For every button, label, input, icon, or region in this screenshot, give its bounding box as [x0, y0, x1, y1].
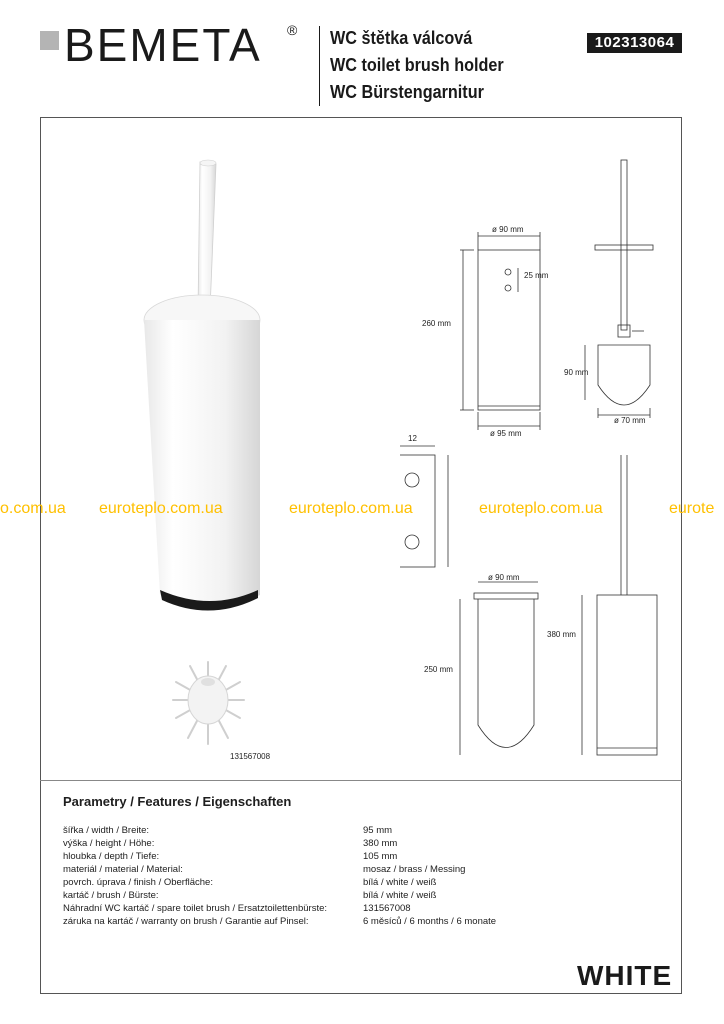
- dim-d90-top: ø 90 mm: [492, 225, 524, 234]
- title-en: WC toilet brush holder: [330, 55, 504, 75]
- dim-12: 12: [408, 434, 417, 443]
- dim-25: 25 mm: [524, 271, 549, 280]
- param-value: bílá / white / weiß: [363, 890, 437, 901]
- finish-label: WHITE: [577, 960, 673, 991]
- param-label: šířka / width / Breite:: [63, 825, 150, 836]
- param-value: 95 mm: [363, 825, 393, 836]
- param-value: 6 měsíců / 6 months / 6 monate: [363, 916, 497, 927]
- param-value: 131567008: [363, 903, 411, 914]
- param-label: výška / height / Höhe:: [63, 838, 155, 849]
- param-label: Náhradní WC kartáč / spare toilet brush / Ersatztoilettenbürste:: [63, 903, 328, 914]
- dim-90: 90 mm: [564, 368, 589, 377]
- param-value: mosaz / brass / Messing: [363, 864, 466, 875]
- spare-brush-image: [168, 660, 248, 750]
- watermark-text: o.com.ua: [0, 500, 66, 517]
- param-value: 380 mm: [363, 838, 398, 849]
- dim-d95: ø 95 mm: [490, 429, 522, 438]
- technical-drawing: [400, 150, 680, 770]
- section-divider: [40, 780, 682, 781]
- watermark-text: euroteplo.com.ua: [479, 500, 603, 517]
- brand-logo: BEMETA: [64, 19, 262, 71]
- registered-mark: ®: [287, 22, 298, 38]
- dim-260: 260 mm: [422, 319, 451, 328]
- spare-brush-code: 131567008: [230, 752, 271, 761]
- param-label: povrch. úprava / finish / Oberfläche:: [63, 877, 213, 888]
- dim-d70: ø 70 mm: [614, 416, 646, 425]
- params-title: Parametry / Features / Eigenschaften: [63, 794, 292, 809]
- logo-mark: [40, 31, 59, 50]
- dim-d90-bottom: ø 90 mm: [488, 573, 520, 582]
- watermark-text: euroteplo.com.ua: [289, 500, 413, 517]
- param-label: záruka na kartáč / warranty on brush / Garantie auf Pinsel:: [63, 916, 309, 927]
- param-label: materiál / material / Material:: [63, 864, 183, 875]
- param-label: hloubka / depth / Tiefe:: [63, 851, 160, 862]
- dim-250: 250 mm: [424, 665, 453, 674]
- title-cz: WC štětka válcová: [330, 28, 473, 48]
- watermark-text: eurote: [669, 500, 715, 517]
- header-divider: [319, 26, 320, 106]
- param-label: kartáč / brush / Bürste:: [63, 890, 159, 901]
- param-value: bílá / white / weiß: [363, 877, 437, 888]
- product-photo: [130, 150, 290, 620]
- dim-380: 380 mm: [547, 630, 576, 639]
- product-code: 102313064: [587, 33, 682, 53]
- title-de: WC Bürstengarnitur: [330, 82, 484, 102]
- watermark-text: euroteplo.com.ua: [99, 500, 223, 517]
- param-value: 105 mm: [363, 851, 398, 862]
